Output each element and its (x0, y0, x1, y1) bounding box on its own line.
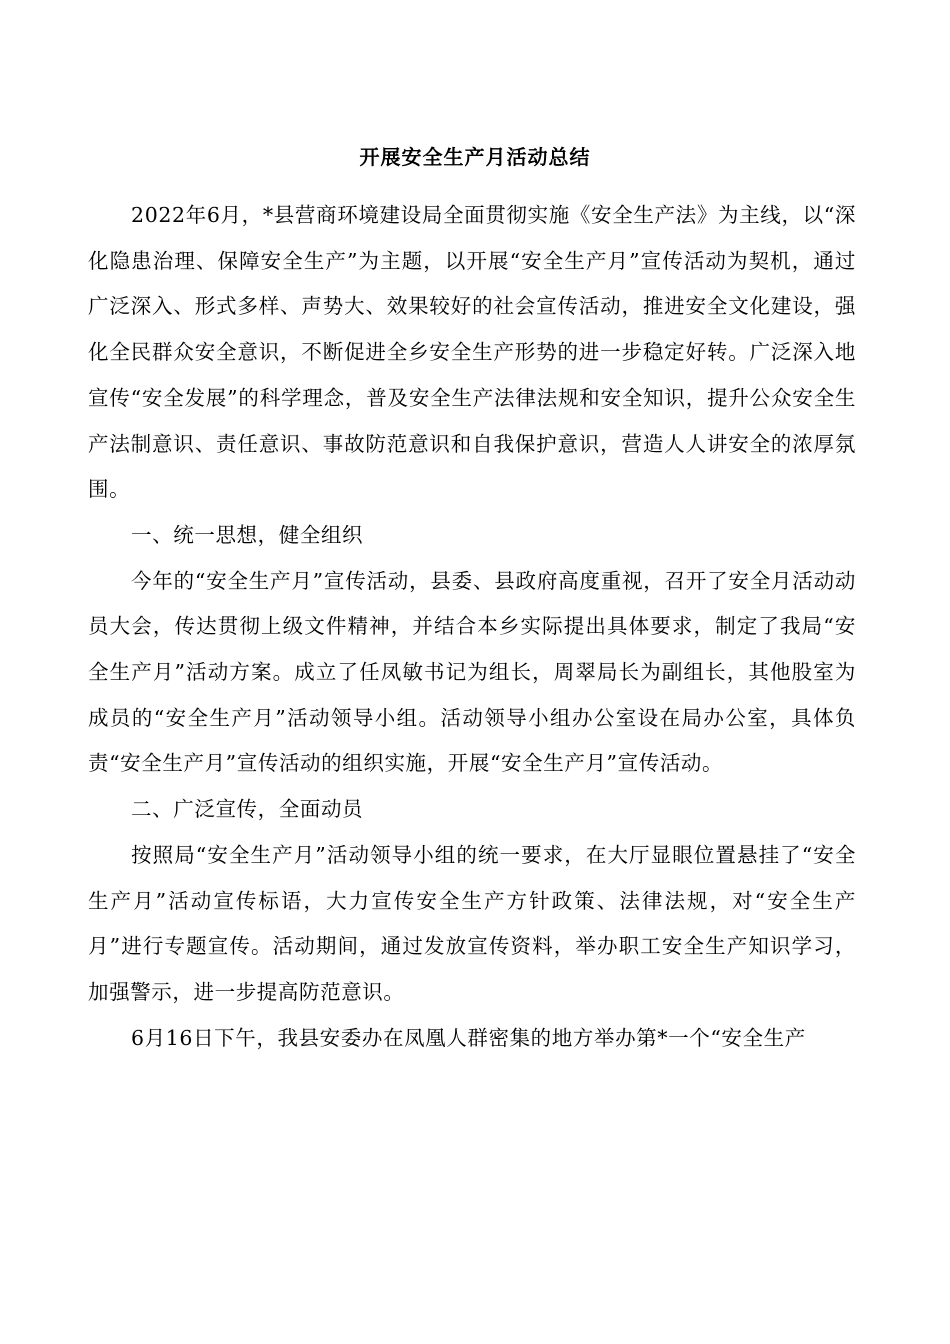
paragraph-june-16: 6月16日下午，我县安委办在凤凰人群密集的地方举办第*一个“安全生产 (131, 1025, 806, 1050)
paragraph-intro: 2022年6月，*县营商环境建设局全面贯彻实施《安全生产法》为主线，以“深化隐患治理、保障安全生产”为主题，以开展“安全生产月”宣传活动为契机，通过广泛深入、形式多样、声势大、效果较好的社会宣传活动，推进安全文化建设，强化全民群众安全意识，不断促进全乡安全生产形势的进一步稳定好转。广泛深入地宣传“安全发展”的科学理念，普及安全生产法律法规和安全知识，提升公众安全生产法制意识、责任意识、事故防范意识和自我保护意识，营造人人讲安全的浓厚氛围。 (88, 203, 856, 502)
section-heading-1: 一、统一思想，健全组织 (131, 522, 364, 547)
document-body (88, 193, 856, 1061)
section-heading-2: 二、广泛宣传，全面动员 (131, 797, 364, 822)
paragraph-organization: 今年的“安全生产月”宣传活动，县委、县政府高度重视，召开了安全月活动动员大会，传达贯彻上级文件精神，并结合本乡实际提出具体要求，制定了我局“安全生产月”活动方案。成立了任凤敏书记为组长，周翠局长为副组长，其他股室为成员的“安全生产月”活动领导小组。活动领导小组办公室设在局办公室，具体负责“安全生产月”宣传活动的组织实施，开展“安全生产月”宣传活动。 (88, 568, 856, 776)
paragraph-publicity: 按照局“安全生产月”活动领导小组的统一要求，在大厅显眼位置悬挂了“安全生产月”活动宣传标语，大力宣传安全生产方针政策、法律法规，对“安全生产月”进行专题宣传。活动期间，通过发放宣传资料，举办职工安全生产知识学习，加强警示，进一步提高防范意识。 (88, 842, 856, 1004)
document-title: 开展安全生产月活动总结 (359, 145, 591, 169)
